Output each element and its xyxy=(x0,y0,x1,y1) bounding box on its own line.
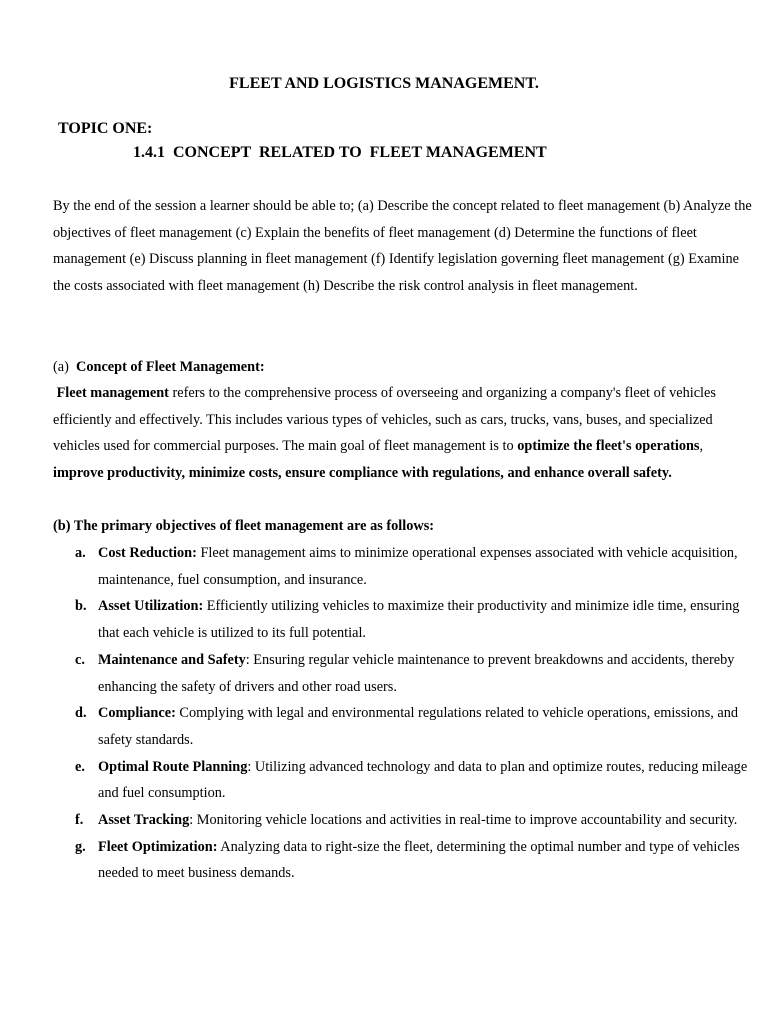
concept-prefix: (a) xyxy=(53,359,77,375)
list-item-term: Asset Utilization: xyxy=(98,598,204,615)
concept-paragraph xyxy=(53,380,753,487)
list-item-text: : Monitoring vehicle locations and activities in real-time to improve accountability and security. xyxy=(189,812,738,829)
list-item-text: Efficiently utilizing vehicles to maximize their productivity and minimize idle time, ensuring that each vehicle is utilized to its full potential. xyxy=(98,598,740,642)
list-marker: c. xyxy=(75,651,85,668)
list-item xyxy=(53,834,753,887)
list-item-text: Fleet management aims to minimize operational expenses associated with vehicle acquisition, maintenance, fuel consumption, and insurance. xyxy=(98,545,738,588)
list-marker: d. xyxy=(75,705,87,722)
list-marker: a. xyxy=(75,545,86,561)
concept-text: refers to the comprehensive process of overseeing and organizing a company's fleet of vehicles efficiently and effectively. This includes various types of vehicles, such as cars, trucks, vans, buses, and specialized vehicles used for commercial purposes. The main goal of fleet management is to xyxy=(53,385,716,455)
objectives-heading: (b) The primary objectives of fleet management are as follows: xyxy=(53,518,435,534)
list-item xyxy=(53,754,753,807)
list-item xyxy=(53,647,753,700)
list-item xyxy=(53,540,753,593)
objectives-list xyxy=(53,540,753,887)
list-marker: b. xyxy=(75,598,87,615)
topic-heading: TOPIC ONE: xyxy=(58,120,153,137)
concept-section-heading xyxy=(53,354,265,381)
learning-objectives-paragraph: By the end of the session a learner should be able to; (a) Describe the concept related to fleet management (b) Analyze the objectives of fleet management (c) Explain the benefits of fleet management (d) Determine the functions of fleet management (e) Discuss planning in fleet management (f) Identify legislation governing fleet management (g) Examine the costs associated with fleet management (h) Describe the risk control analysis in fleet management. xyxy=(53,198,752,295)
concept-comma: , xyxy=(699,438,704,455)
list-item xyxy=(53,807,753,834)
list-item-term: Asset Tracking xyxy=(98,812,190,829)
list-marker: f. xyxy=(75,812,84,829)
list-marker: e. xyxy=(75,758,85,775)
list-item-text: : Ensuring regular vehicle maintenance to prevent breakdowns and accidents, thereby enhancing the safety of drivers and other road users. xyxy=(98,651,735,695)
list-item-term: Cost Reduction: xyxy=(98,545,197,561)
concept-heading-text: Concept of Fleet Management: xyxy=(76,359,265,375)
concept-emphasis-1: optimize the fleet's operations xyxy=(517,438,700,455)
concept-term: Fleet management xyxy=(56,385,169,401)
document-title: FLEET AND LOGISTICS MANAGEMENT. xyxy=(229,75,539,92)
list-item-term: Fleet Optimization: xyxy=(98,838,218,855)
concept-emphasis-2: improve productivity, minimize costs, ensure compliance with regulations, and enhance overall safety. xyxy=(53,465,672,482)
list-item-term: Maintenance and Safety xyxy=(98,651,246,668)
list-item-term: Optimal Route Planning xyxy=(98,758,248,775)
list-item xyxy=(53,700,753,753)
list-item xyxy=(53,593,753,646)
list-marker: g. xyxy=(75,838,86,855)
subtopic-heading: 1.4.1 CONCEPT RELATED TO FLEET MANAGEMENT xyxy=(133,144,547,161)
list-item-text: : Utilizing advanced technology and data to plan and optimize routes, reducing mileage and fuel consumption. xyxy=(98,758,748,802)
list-item-text: Complying with legal and environmental regulations related to vehicle operations, emissions, and safety standards. xyxy=(98,705,739,748)
list-item-text: Analyzing data to right-size the fleet, determining the optimal number and type of vehicles needed to meet business demands. xyxy=(98,838,740,882)
list-item-term: Compliance: xyxy=(98,705,176,722)
